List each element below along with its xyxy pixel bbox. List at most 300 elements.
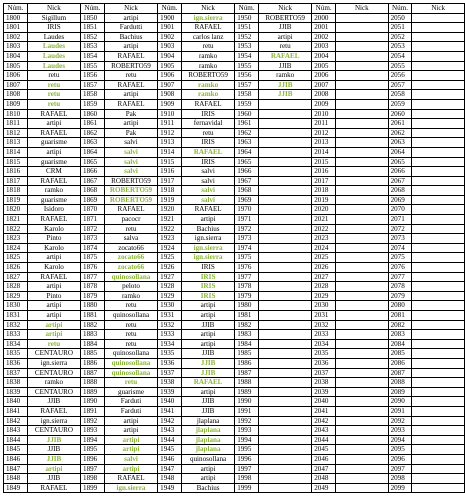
number-cell: 2095 xyxy=(388,445,412,455)
number-cell: 1963 xyxy=(235,138,259,148)
number-cell: 2075 xyxy=(388,253,412,263)
number-cell: 2013 xyxy=(312,138,336,148)
table-row xyxy=(4,167,465,177)
table-row xyxy=(4,176,465,186)
number-cell: 1844 xyxy=(4,435,28,445)
number-cell: 2034 xyxy=(312,339,336,349)
number-cell: 1915 xyxy=(158,157,182,167)
nick-cell xyxy=(412,224,465,234)
table-row xyxy=(4,406,465,416)
nick-cell xyxy=(259,243,312,253)
number-cell: 1942 xyxy=(158,416,182,426)
number-cell: 1992 xyxy=(235,416,259,426)
number-cell: 1892 xyxy=(81,416,105,426)
nick-cell xyxy=(336,71,388,81)
nick-cell: IRIS xyxy=(182,263,235,273)
nick-cell: pacocr xyxy=(104,215,157,225)
nick-cell xyxy=(336,80,388,90)
nick-cell: artipi xyxy=(104,90,157,100)
nick-cell: jlaplana xyxy=(182,426,235,436)
number-cell: 1928 xyxy=(158,282,182,292)
nick-cell: RAFAEL xyxy=(104,474,157,484)
nick-cell xyxy=(259,339,312,349)
number-cell: 2054 xyxy=(388,51,412,61)
number-cell: 2021 xyxy=(312,215,336,225)
table-row xyxy=(4,349,465,359)
table-row xyxy=(4,138,465,148)
nick-cell xyxy=(259,378,312,388)
nick-cell: retu xyxy=(104,224,157,234)
number-cell: 2008 xyxy=(312,90,336,100)
number-cell: 2048 xyxy=(312,474,336,484)
nick-cell: ramko xyxy=(27,378,80,388)
number-cell: 2015 xyxy=(312,157,336,167)
number-cell: 1951 xyxy=(235,23,259,33)
number-cell: 2019 xyxy=(312,195,336,205)
number-cell: 1802 xyxy=(4,32,28,42)
number-cell: 2032 xyxy=(312,320,336,330)
header-num: Núm. xyxy=(312,4,336,14)
nick-cell: RAFAEL xyxy=(104,205,157,215)
nick-cell: IRIS xyxy=(182,272,235,282)
nick-cell: retu xyxy=(104,320,157,330)
number-cell: 2088 xyxy=(388,378,412,388)
number-cell: 1974 xyxy=(235,243,259,253)
table-row xyxy=(4,13,465,23)
number-cell: 2031 xyxy=(312,311,336,321)
number-cell: 1982 xyxy=(235,320,259,330)
number-cell: 1819 xyxy=(4,195,28,205)
header-num: Núm. xyxy=(158,4,182,14)
nick-cell: jlaplana xyxy=(182,445,235,455)
nick-cell: artipi xyxy=(27,320,80,330)
number-cell: 1940 xyxy=(158,397,182,407)
table-row xyxy=(4,99,465,109)
nick-cell xyxy=(259,349,312,359)
number-cell: 1943 xyxy=(158,426,182,436)
nick-cell xyxy=(412,61,465,71)
number-cell: 1813 xyxy=(4,138,28,148)
nick-cell xyxy=(259,330,312,340)
number-cell: 1870 xyxy=(81,205,105,215)
number-cell: 2077 xyxy=(388,272,412,282)
number-cell: 2004 xyxy=(312,51,336,61)
number-cell: 1890 xyxy=(81,397,105,407)
number-cell: 2084 xyxy=(388,339,412,349)
number-cell: 2035 xyxy=(312,349,336,359)
number-cell: 1918 xyxy=(158,186,182,196)
number-cell: 1895 xyxy=(81,445,105,455)
number-cell: 2037 xyxy=(312,368,336,378)
table-row xyxy=(4,387,465,397)
number-cell: 1914 xyxy=(158,147,182,157)
number-cell: 1994 xyxy=(235,435,259,445)
nick-cell xyxy=(412,90,465,100)
number-cell: 2096 xyxy=(388,454,412,464)
number-cell: 1972 xyxy=(235,224,259,234)
table-row xyxy=(4,71,465,81)
nick-cell xyxy=(336,311,388,321)
nick-cell: RAFAEL xyxy=(182,99,235,109)
nick-cell xyxy=(259,445,312,455)
number-cell: 1975 xyxy=(235,253,259,263)
nick-cell xyxy=(336,128,388,138)
nick-cell: ramko xyxy=(182,80,235,90)
number-cell: 1882 xyxy=(81,320,105,330)
table-row xyxy=(4,282,465,292)
table-row xyxy=(4,51,465,61)
nick-cell xyxy=(412,71,465,81)
number-cell: 1821 xyxy=(4,215,28,225)
nick-cell xyxy=(412,186,465,196)
nick-cell: JJIB xyxy=(182,349,235,359)
nick-cell xyxy=(259,483,312,493)
number-cell: 2050 xyxy=(388,13,412,23)
number-cell: 1842 xyxy=(4,416,28,426)
nick-cell xyxy=(412,128,465,138)
nick-cell xyxy=(259,416,312,426)
nick-cell xyxy=(412,109,465,119)
nick-cell xyxy=(259,99,312,109)
number-cell: 2062 xyxy=(388,128,412,138)
table-row xyxy=(4,195,465,205)
number-cell: 1865 xyxy=(81,157,105,167)
number-cell: 1839 xyxy=(4,387,28,397)
number-cell: 2073 xyxy=(388,234,412,244)
number-cell: 1935 xyxy=(158,349,182,359)
nick-cell: salvi xyxy=(104,167,157,177)
nick-cell: artipi xyxy=(182,311,235,321)
header-num: Núm. xyxy=(388,4,412,14)
nick-cell: artipi xyxy=(27,311,80,321)
number-cell: 1805 xyxy=(4,61,28,71)
number-cell: 1997 xyxy=(235,464,259,474)
nick-cell xyxy=(412,282,465,292)
nick-cell: peloto xyxy=(104,282,157,292)
table-row xyxy=(4,61,465,71)
number-cell: 1976 xyxy=(235,263,259,273)
table-row xyxy=(4,147,465,157)
number-cell: 1950 xyxy=(235,13,259,23)
nick-cell: carlos lanz xyxy=(182,32,235,42)
nick-cell: salvi xyxy=(104,147,157,157)
nick-cell xyxy=(412,474,465,484)
number-cell: 2094 xyxy=(388,435,412,445)
nick-cell xyxy=(412,397,465,407)
nick-cell: JJIB xyxy=(27,397,80,407)
nick-cell xyxy=(259,109,312,119)
number-cell: 1833 xyxy=(4,330,28,340)
number-cell: 1980 xyxy=(235,301,259,311)
number-cell: 1837 xyxy=(4,368,28,378)
number-cell: 1905 xyxy=(158,61,182,71)
nick-cell xyxy=(412,263,465,273)
number-cell: 2036 xyxy=(312,358,336,368)
number-cell: 2014 xyxy=(312,147,336,157)
number-cell: 2017 xyxy=(312,176,336,186)
table-row xyxy=(4,80,465,90)
nick-cell xyxy=(412,483,465,493)
nick-cell xyxy=(336,234,388,244)
number-cell: 1938 xyxy=(158,378,182,388)
number-cell: 1881 xyxy=(81,311,105,321)
number-cell: 1868 xyxy=(81,186,105,196)
nick-cell xyxy=(336,330,388,340)
nick-cell xyxy=(336,464,388,474)
number-cell: 1801 xyxy=(4,23,28,33)
nick-cell: retu xyxy=(104,71,157,81)
number-cell: 2090 xyxy=(388,397,412,407)
number-cell: 1829 xyxy=(4,291,28,301)
nick-cell xyxy=(259,397,312,407)
number-cell: 2093 xyxy=(388,426,412,436)
number-cell: 2052 xyxy=(388,32,412,42)
nick-cell xyxy=(259,234,312,244)
nick-cell xyxy=(412,358,465,368)
nick-cell: RAFAEL xyxy=(182,23,235,33)
number-cell: 1854 xyxy=(81,51,105,61)
nick-cell: guarisme xyxy=(27,138,80,148)
nick-cell: IRIS xyxy=(182,282,235,292)
number-cell: 1917 xyxy=(158,176,182,186)
number-cell: 2027 xyxy=(312,272,336,282)
nick-cell xyxy=(259,311,312,321)
nick-cell xyxy=(259,128,312,138)
number-cell: 1838 xyxy=(4,378,28,388)
nick-cell: RAFAEL xyxy=(104,99,157,109)
nick-cell xyxy=(412,253,465,263)
table-row xyxy=(4,397,465,407)
table-row xyxy=(4,474,465,484)
nick-cell xyxy=(259,195,312,205)
number-cell: 1934 xyxy=(158,339,182,349)
nick-cell: Laudes xyxy=(27,61,80,71)
nick-cell xyxy=(259,320,312,330)
nick-cell xyxy=(336,186,388,196)
nick-cell: quinosollana xyxy=(104,311,157,321)
number-cell: 1858 xyxy=(81,90,105,100)
number-cell: 2086 xyxy=(388,358,412,368)
number-cell: 2076 xyxy=(388,263,412,273)
nick-cell xyxy=(259,176,312,186)
number-cell: 1849 xyxy=(4,483,28,493)
nick-cell xyxy=(412,147,465,157)
nick-cell xyxy=(259,358,312,368)
nick-cell: CENTAURO xyxy=(27,368,80,378)
number-cell: 1897 xyxy=(81,464,105,474)
nick-cell xyxy=(336,253,388,263)
nick-cell: Karolo xyxy=(27,224,80,234)
nick-cell: quinosollana xyxy=(104,358,157,368)
nick-cell: RAFAEL xyxy=(182,205,235,215)
number-cell: 1869 xyxy=(81,195,105,205)
nick-cell: ROBERTO59 xyxy=(104,186,157,196)
number-cell: 1912 xyxy=(158,128,182,138)
nick-cell xyxy=(259,301,312,311)
number-cell: 1973 xyxy=(235,234,259,244)
number-cell: 1878 xyxy=(81,282,105,292)
number-cell: 1879 xyxy=(81,291,105,301)
number-cell: 1874 xyxy=(81,243,105,253)
number-cell: 1956 xyxy=(235,71,259,81)
nick-cell: guarisme xyxy=(104,387,157,397)
nick-cell: artipi xyxy=(104,119,157,129)
nick-cell: ramko xyxy=(259,71,312,81)
number-cell: 1904 xyxy=(158,51,182,61)
number-cell: 2005 xyxy=(312,61,336,71)
nick-cell xyxy=(412,435,465,445)
table-row xyxy=(4,454,465,464)
nick-cell: retu xyxy=(27,80,80,90)
number-cell: 1836 xyxy=(4,358,28,368)
nick-cell xyxy=(259,387,312,397)
number-cell: 1810 xyxy=(4,109,28,119)
number-cell: 2099 xyxy=(388,483,412,493)
number-cell: 1933 xyxy=(158,330,182,340)
nick-cell xyxy=(412,272,465,282)
number-cell: 1834 xyxy=(4,339,28,349)
nick-cell: Farduti xyxy=(104,406,157,416)
nick-cell: ROBERTO59 xyxy=(104,61,157,71)
number-cell: 1924 xyxy=(158,243,182,253)
nick-cell xyxy=(412,349,465,359)
number-cell: 2049 xyxy=(312,483,336,493)
nick-cell xyxy=(336,445,388,455)
nick-cell xyxy=(336,387,388,397)
nick-cell: RAFAEL xyxy=(182,378,235,388)
nick-cell xyxy=(259,224,312,234)
number-cell: 1965 xyxy=(235,157,259,167)
number-cell: 2061 xyxy=(388,119,412,129)
nick-cell xyxy=(259,454,312,464)
number-cell: 2091 xyxy=(388,406,412,416)
number-cell: 1867 xyxy=(81,176,105,186)
nick-cell: artipi xyxy=(27,253,80,263)
nick-cell xyxy=(412,368,465,378)
nick-cell: Laudes xyxy=(27,42,80,52)
number-cell: 1828 xyxy=(4,282,28,292)
number-cell: 1936 xyxy=(158,358,182,368)
nick-cell: artipi xyxy=(104,13,157,23)
number-cell: 1960 xyxy=(235,109,259,119)
table-row xyxy=(4,109,465,119)
header-nick: Nick xyxy=(27,4,80,14)
number-cell: 1857 xyxy=(81,80,105,90)
number-cell: 1931 xyxy=(158,311,182,321)
number-cell: 2071 xyxy=(388,215,412,225)
nick-cell: ROBERTO59 xyxy=(104,195,157,205)
nick-cell: jlaplana xyxy=(182,435,235,445)
nick-cell: JJIB xyxy=(182,406,235,416)
number-cell: 1823 xyxy=(4,234,28,244)
number-cell: 1916 xyxy=(158,167,182,177)
nick-cell: artipi xyxy=(27,330,80,340)
number-cell: 1896 xyxy=(81,454,105,464)
number-cell: 1903 xyxy=(158,42,182,52)
nick-cell: JJIB xyxy=(27,445,80,455)
number-cell: 2016 xyxy=(312,167,336,177)
nick-cell: Sigillum xyxy=(27,13,80,23)
header-row xyxy=(4,4,465,14)
nick-cell: ign.sierra xyxy=(182,243,235,253)
number-cell: 1990 xyxy=(235,397,259,407)
table-row xyxy=(4,263,465,273)
number-cell: 1822 xyxy=(4,224,28,234)
table-row xyxy=(4,32,465,42)
nick-cell xyxy=(336,99,388,109)
header-num: Núm. xyxy=(4,4,28,14)
nick-cell xyxy=(336,301,388,311)
table-row xyxy=(4,234,465,244)
nick-cell xyxy=(412,339,465,349)
table-row xyxy=(4,205,465,215)
nick-cell xyxy=(336,435,388,445)
number-cell: 1880 xyxy=(81,301,105,311)
table-row xyxy=(4,330,465,340)
number-cell: 1921 xyxy=(158,215,182,225)
number-cell: 1909 xyxy=(158,99,182,109)
nick-cell: salvi xyxy=(104,138,157,148)
nick-cell xyxy=(259,253,312,263)
nick-cell xyxy=(412,157,465,167)
table-row xyxy=(4,445,465,455)
number-cell: 1979 xyxy=(235,291,259,301)
number-cell: 2066 xyxy=(388,167,412,177)
nick-cell xyxy=(412,320,465,330)
nick-cell xyxy=(336,426,388,436)
number-cell: 2089 xyxy=(388,387,412,397)
number-cell: 1853 xyxy=(81,42,105,52)
number-cell: 2058 xyxy=(388,90,412,100)
nick-cell: CRM xyxy=(27,167,80,177)
nick-cell xyxy=(336,368,388,378)
nick-cell: IRIS xyxy=(182,138,235,148)
nick-cell: salvi xyxy=(182,167,235,177)
nick-cell xyxy=(336,138,388,148)
nick-cell: ROBERTO59 xyxy=(259,13,312,23)
nick-cell: IRIS xyxy=(27,23,80,33)
nick-cell: Bachius xyxy=(182,483,235,493)
nick-cell: jlaplana xyxy=(182,416,235,426)
nick-cell xyxy=(336,454,388,464)
number-cell: 1902 xyxy=(158,32,182,42)
number-cell: 1873 xyxy=(81,234,105,244)
nick-cell: artipi xyxy=(27,301,80,311)
number-cell: 1884 xyxy=(81,339,105,349)
nick-cell xyxy=(412,23,465,33)
number-cell: 1907 xyxy=(158,80,182,90)
number-cell: 2012 xyxy=(312,128,336,138)
nick-cell xyxy=(336,61,388,71)
nick-cell: retu xyxy=(27,339,80,349)
nick-cell xyxy=(412,406,465,416)
nick-cell xyxy=(259,474,312,484)
nick-cell: zocato66 xyxy=(104,243,157,253)
number-cell: 2053 xyxy=(388,42,412,52)
nick-cell xyxy=(336,195,388,205)
nick-cell: artipi xyxy=(104,416,157,426)
number-cell: 2001 xyxy=(312,23,336,33)
nick-cell: JJIB xyxy=(27,454,80,464)
nick-cell xyxy=(412,80,465,90)
number-cell: 1807 xyxy=(4,80,28,90)
number-cell: 2040 xyxy=(312,397,336,407)
nick-cell: artipi xyxy=(182,301,235,311)
number-cell: 1945 xyxy=(158,445,182,455)
number-cell: 1815 xyxy=(4,157,28,167)
nick-cell: Pinto xyxy=(27,234,80,244)
number-cell: 1911 xyxy=(158,119,182,129)
